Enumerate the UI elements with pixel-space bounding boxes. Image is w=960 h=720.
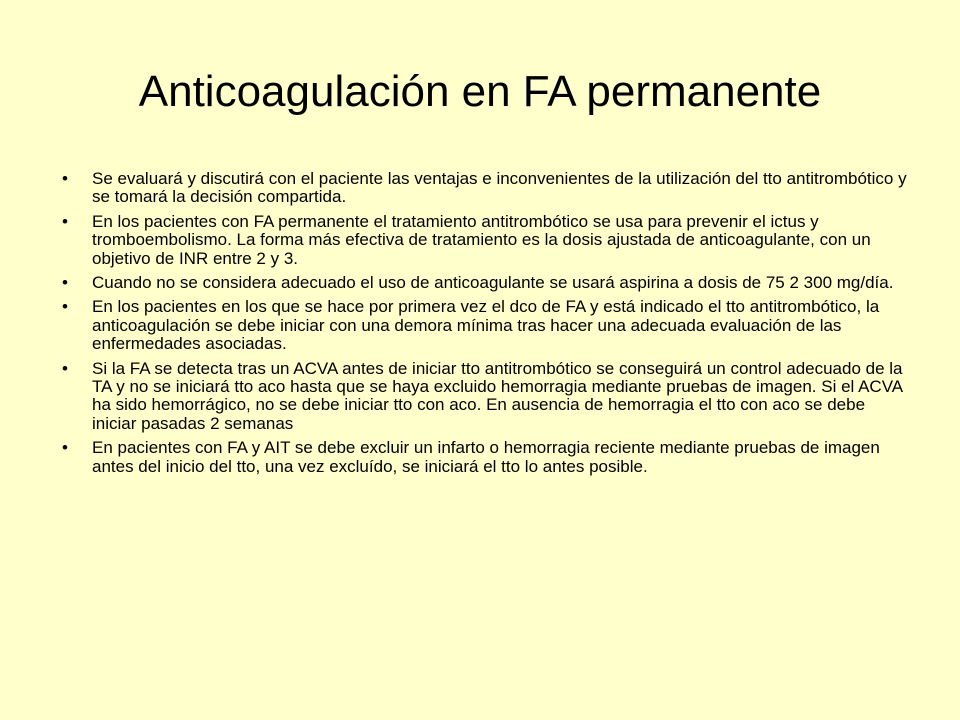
bullet-text: En los pacientes con FA permanente el tratamiento antitrombótico se usa para prevenir el ictus y tromboembolismo. La forma más efectiva de tratamiento es la dosis ajustada de anticoagulante, con un objetivo de INR entre 2 y 3.: [92, 211, 871, 268]
bullet-text: Cuando no se considera adecuado el uso de anticoagulante se usará aspirina a dosis de 75 2 300 mg/día.: [92, 273, 894, 293]
bullet-dot-icon: •: [62, 297, 68, 317]
bullet-text: En los pacientes en los que se hace por primera vez el dco de FA y está indicado el tto antitrombótico, la anticoagulación se debe iniciar con una demora mínima tras hacer una adecuada evaluación de las enfermedades asociadas.: [92, 297, 880, 354]
bullet-item: [62, 213, 912, 268]
bullet-dot-icon: •: [62, 169, 68, 188]
bullet-item: [62, 360, 912, 434]
slide-title: Anticoagulación en FA permanente: [138, 67, 822, 116]
bullet-item: [62, 170, 912, 207]
bullet-dot-icon: •: [62, 273, 68, 293]
bullet-item: [62, 274, 912, 292]
bullet-dot-icon: •: [62, 211, 68, 231]
bullet-list: [62, 170, 912, 482]
bullet-text: En pacientes con FA y AIT se debe excluir un infarto o hemorragia reciente mediante pruebas de imagen antes del inicio del tto, una vez excluído, se iniciará el tto lo antes posible.: [92, 438, 880, 476]
bullet-item: [62, 439, 912, 476]
bullet-item: [62, 298, 912, 353]
bullet-dot-icon: •: [62, 358, 68, 378]
bullet-text: Se evaluará y discutirá con el paciente las ventajas e inconvenientes de la utilización del tto antitrombótico y se tomará la decisión compartida.: [92, 169, 907, 207]
bullet-dot-icon: •: [62, 438, 68, 458]
bullet-text: Si la FA se detecta tras un ACVA antes de iniciar tto antitrombótico se conseguirá un control adecuado de la TA y no se iniciará tto aco hasta que se haya excluido hemorragia mediante pruebas de imagen. Si el ACVA ha sido hemorrágico, no se debe iniciar tto con aco. En ausencia de hemorragia el tto con aco se debe iniciar pasadas 2 semanas: [92, 358, 903, 433]
